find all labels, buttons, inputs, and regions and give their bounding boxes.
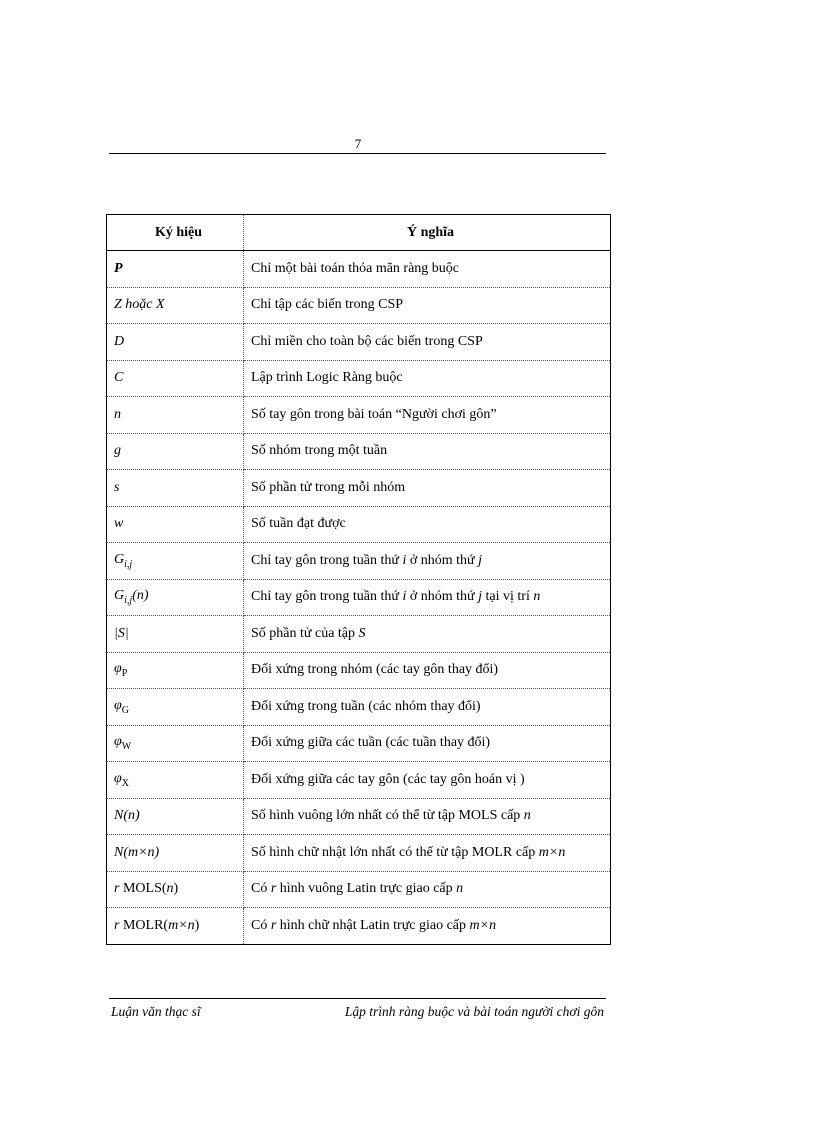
table-row (107, 251, 611, 288)
table-header-row (107, 215, 611, 251)
footer-thesis-title: Lập trình ràng buộc và bài toán người chơi gôn (344, 1004, 604, 1019)
table-row (107, 616, 611, 653)
header-rule (109, 153, 606, 154)
footer-thesis-label: Luận văn thạc sĩ (111, 1004, 201, 1019)
footer-rule (109, 998, 606, 999)
meaning-cell: Số hình vuông lớn nhất có thể từ tập MOLS cấp n (244, 798, 611, 835)
meaning-cell: Số phần tử của tập S (244, 616, 611, 653)
symbol-cell: r MOLS(n) (107, 871, 244, 908)
symbol-cell: |S| (107, 616, 244, 653)
table-row (107, 835, 611, 872)
symbol-cell: C (107, 360, 244, 397)
column-header-symbol: Ký hiệu (107, 215, 244, 251)
symbol-cell: $G_{i,j}$ (107, 543, 244, 580)
symbol-cell: w (107, 506, 244, 543)
symbol-cell: $\varphi_X$ (107, 762, 244, 799)
meaning-cell: Có r hình vuông Latin trực giao cấp n (244, 871, 611, 908)
meaning-cell: Số tuần đạt được (244, 506, 611, 543)
table-row (107, 798, 611, 835)
symbol-cell: $\varphi_W$ (107, 725, 244, 762)
symbol-cell: N(n) (107, 798, 244, 835)
symbol-cell: $G_{i,j}(n)$ (107, 579, 244, 616)
meaning-cell: Đối xứng trong tuần (các nhóm thay đổi) (244, 689, 611, 726)
meaning-cell: Đối xứng giữa các tuần (các tuần thay đổi) (244, 725, 611, 762)
table-row (107, 506, 611, 543)
table-row (107, 360, 611, 397)
table-row (107, 397, 611, 434)
table-row (107, 433, 611, 470)
table-row (107, 689, 611, 726)
table-row (107, 762, 611, 799)
meaning-cell: Đối xứng trong nhóm (các tay gôn thay đổi) (244, 652, 611, 689)
meaning-cell: Chỉ tập các biến trong CSP (244, 287, 611, 324)
meaning-cell: Có r hình chữ nhật Latin trực giao cấp m×n (251, 917, 497, 933)
table-row (107, 908, 611, 945)
meaning-cell: Chỉ miền cho toàn bộ các biến trong CSP (244, 324, 611, 361)
symbol-cell: s (107, 470, 244, 507)
table-row (107, 543, 611, 580)
symbol-table (106, 214, 611, 945)
symbol-cell: P (107, 251, 244, 288)
table-row (107, 579, 611, 616)
meaning-cell: Lập trình Logic Ràng buộc (244, 360, 611, 397)
symbol-cell: $\varphi_P$ (107, 652, 244, 689)
meaning-cell: Số tay gôn trong bài toán “Người chơi gôn” (244, 397, 611, 434)
table-row (107, 470, 611, 507)
meaning-cell: Chỉ tay gôn trong tuần thứ i ở nhóm thứ j tại vị trí n (244, 579, 611, 616)
symbol-cell: N(m×n) (107, 835, 244, 872)
meaning-cell: Đối xứng giữa các tay gôn (các tay gôn hoán vị ) (244, 762, 611, 799)
symbol-cell: D (107, 324, 244, 361)
table-row (107, 652, 611, 689)
meaning-cell: Chỉ một bài toán thỏa mãn ràng buộc (244, 251, 611, 288)
table-row (107, 287, 611, 324)
symbol-cell: Z hoặc X (107, 287, 244, 324)
meaning-cell: Số phần tử trong mỗi nhóm (244, 470, 611, 507)
symbol-cell: g (107, 433, 244, 470)
page-number: 7 (354, 136, 362, 151)
meaning-cell: Chỉ tay gôn trong tuần thứ i ở nhóm thứ j (244, 543, 611, 580)
meaning-cell: Số nhóm trong một tuần (244, 433, 611, 470)
symbol-cell: n (107, 397, 244, 434)
table-row (107, 871, 611, 908)
symbol-cell: $\varphi_G$ (107, 689, 244, 726)
meaning-cell: Số hình chữ nhật lớn nhất có thể từ tập MOLR cấp m×n (244, 835, 611, 872)
symbol-cell: r MOLR(m×n) (107, 908, 244, 945)
column-header-meaning: Ý nghĩa (244, 215, 611, 251)
table-row (107, 725, 611, 762)
table-row (107, 324, 611, 361)
